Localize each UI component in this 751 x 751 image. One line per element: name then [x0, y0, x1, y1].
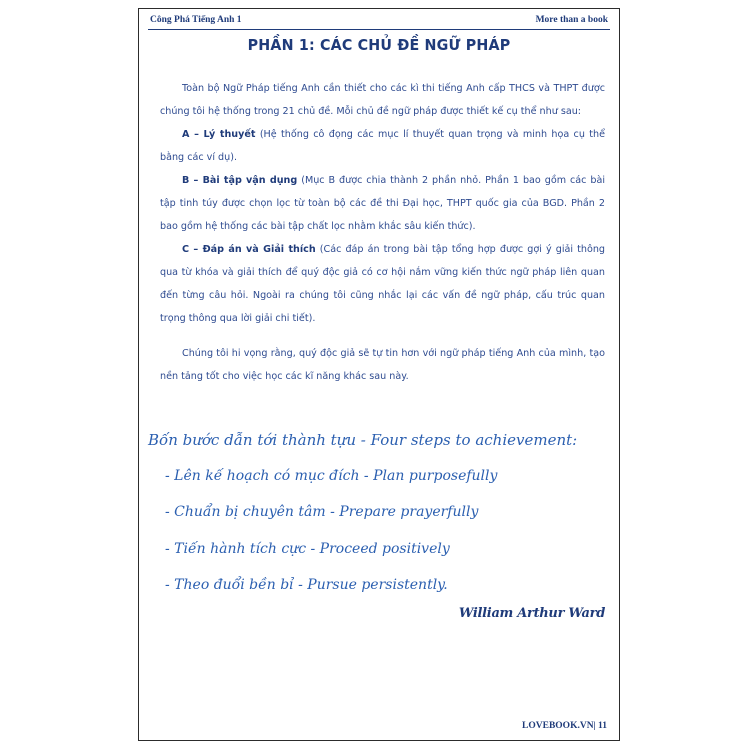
intro-paragraph: Toàn bộ Ngữ Pháp tiếng Anh cần thiết cho các kì thi tiếng Anh cấp THCS và THPT được chúng tôi hệ thống trong 21 chủ đề. Mỗi chủ đề ngữ pháp được thiết kế cụ thể như sau: [160, 83, 605, 117]
quote-item: - Chuẩn bị chuyên tâm - Prepare prayerfully [165, 504, 479, 520]
section-b-text: (Mục B được chia thành 2 phần nhỏ. Phần 1 bao gồm các bài tập tinh túy được chọn lọc từ toàn bộ các đề thi Đại học, THPT quốc gia của BGD. Phần 2 bao gồm hệ thống các bài tập chất lọc nhằm khắc sâu kiến thức). [160, 175, 605, 232]
quote-item: - Theo đuổi bền bỉ - Pursue persistently. [165, 577, 448, 593]
quote-heading: Bốn bước dẫn tới thành tựu - Four steps to achievement: [148, 431, 578, 449]
quote-item: - Tiến hành tích cực - Proceed positively [165, 541, 450, 557]
running-header [148, 13, 610, 30]
section-b-label: B – Bài tập vận dụng [182, 175, 298, 186]
book-page [138, 8, 620, 741]
body-text [160, 77, 605, 388]
header-tagline: More than a book [535, 15, 608, 25]
closing-paragraph: Chúng tôi hi vọng rằng, quý độc giả sẽ tự tin hơn với ngữ pháp tiếng Anh của mình, tạo nền tảng tốt cho việc học các kĩ năng khác sau này. [160, 348, 605, 382]
section-a-text: (Hệ thống cô đọng các mục lí thuyết quan trọng và minh họa cụ thể bằng các ví dụ). [160, 129, 606, 163]
page-title: PHẦN 1: CÁC CHỦ ĐỀ NGỮ PHÁP [247, 36, 511, 54]
section-c-paragraph [160, 238, 605, 330]
section-a-paragraph [160, 123, 605, 169]
section-b-paragraph [160, 169, 605, 238]
page-footer: LOVEBOOK.VN| 11 [522, 721, 607, 731]
section-a-label: A – Lý thuyết [182, 129, 256, 140]
header-book-title: Công Phá Tiếng Anh 1 [150, 15, 242, 25]
quote-author: William Arthur Ward [458, 606, 605, 621]
section-c-text: (Các đáp án trong bài tập tổng hợp được gợi ý giải thông qua từ khóa và giải thích để quý độc giả có cơ hội nắm vững kiến thức ngữ pháp liên quan đến từng câu hỏi. Ngoài ra chúng tôi cũng nhắc lại các vấn đề ngữ pháp, cấu trúc quan trọng thông qua lời giải chi tiết). [160, 244, 606, 324]
section-c-label: C – Đáp án và Giải thích [182, 244, 316, 255]
quote-item: - Lên kế hoạch có mục đích - Plan purposefully [165, 468, 498, 484]
